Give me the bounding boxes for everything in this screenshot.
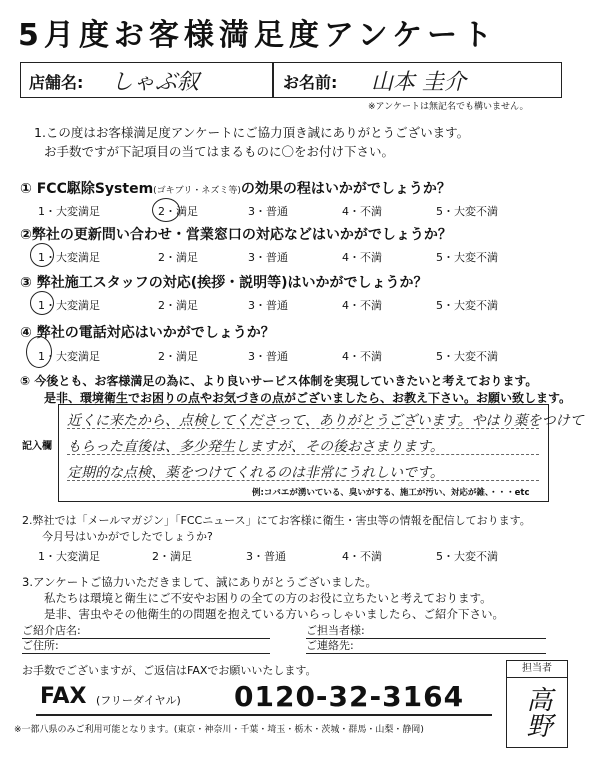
- name-label: お名前:: [283, 73, 338, 92]
- q1-selected-circle: [152, 198, 180, 222]
- store-value[interactable]: しゃぶ叙: [111, 70, 200, 95]
- referral-phone-label: ご連絡先:: [306, 639, 354, 652]
- page-title: 5月度お客様満足度アンケート: [18, 18, 498, 53]
- example-text: 例:コバエが湧いている、臭いがする、施工が汚い、対応が雑、・・・etc: [252, 488, 530, 498]
- q4-option-4[interactable]: 4・不満: [342, 350, 382, 363]
- question-3: ③ 弊社施工スタッフの対応(挨拶・説明等)はいかがでしょうか？: [20, 275, 428, 291]
- header-divider: [272, 63, 274, 97]
- q2-option-5[interactable]: 5・大変不満: [436, 251, 498, 264]
- comment-line-1: 近くに来たから、点検してくださって、ありがとうございます。やはり薬をつけて: [67, 413, 584, 429]
- q4-option-3[interactable]: 3・普通: [248, 350, 288, 363]
- header-box: [20, 62, 562, 98]
- q1-option-2[interactable]: 2・満足: [158, 205, 198, 218]
- q1-option-1[interactable]: 1・大変満足: [38, 205, 100, 218]
- comment-line-3: 定期的な点検、薬をつけてくれるのは非常にうれしいです。: [67, 465, 444, 481]
- q3-option-3[interactable]: 3・普通: [248, 299, 288, 312]
- q4-option-5[interactable]: 5・大変不満: [436, 350, 498, 363]
- memo-label: 記入欄: [22, 441, 52, 452]
- q1-option-5[interactable]: 5・大変不満: [436, 205, 498, 218]
- referral-phone-field[interactable]: [306, 637, 546, 654]
- anonymous-note: ※アンケートは無記名でも構いません。: [368, 102, 529, 112]
- area-note: ※一都八県のみご利用可能となります。(東京・神奈川・千葉・埼玉・栃木・茨城・群馬・山梨・静岡): [14, 725, 424, 735]
- q5-line2: 是非、環境衛生でお困りの点やお気づきの点がございましたら、お教え下さい。お願い致します。: [44, 391, 572, 405]
- s2-option-5[interactable]: 5・大変不満: [436, 550, 498, 563]
- q3-selected-circle: [30, 291, 54, 315]
- q3-option-4[interactable]: 4・不満: [342, 299, 382, 312]
- q5-line1: ⑤ 今後とも、お客様満足の為に、より良いサービス体制を実現していきたいと考えております。: [20, 374, 538, 388]
- fax-number[interactable]: 0120-32-3164: [234, 680, 465, 713]
- s2-option-3[interactable]: 3・普通: [246, 550, 286, 563]
- store-label: 店舗名:: [29, 73, 84, 92]
- question-4: ④ 弊社の電話対応はいかがでしょうか？: [20, 325, 275, 341]
- fax-label: FAX: [40, 684, 87, 709]
- section2-line1: 2.弊社では「メールマガジン」「FCCニュース」にてお客様に衛生・害虫等の情報を配信しております。: [22, 514, 531, 527]
- fax-sub: (フリーダイヤル): [96, 694, 181, 707]
- referral-address-label: ご住所:: [22, 639, 59, 652]
- question-1: [20, 178, 451, 198]
- section3-line1: 3.アンケートご協力いただきまして、誠にありがとうございました。: [22, 575, 378, 589]
- q3-option-5[interactable]: 5・大変不満: [436, 299, 498, 312]
- q1-option-4[interactable]: 4・不満: [342, 205, 382, 218]
- q3-option-1[interactable]: 1・大変満足: [38, 299, 100, 312]
- q4-selected-circle: [26, 336, 52, 368]
- question-1-tail: の効果の程はいかがでしょうか？: [240, 181, 451, 197]
- q3-option-2[interactable]: 2・満足: [158, 299, 198, 312]
- name-value[interactable]: 山本 圭介: [371, 70, 466, 95]
- question-1-text: ① FCC駆除System: [20, 181, 154, 197]
- comment-line-2: もらった直後は、多少発生しますが、その後おさまります。: [67, 439, 444, 455]
- section3-line2: 私たちは環境と衛生にご不安やお困りの全ての方のお役に立ちたいと考えております。: [44, 591, 492, 605]
- referral-store-label: ご紹介店名:: [22, 624, 81, 637]
- q2-option-1[interactable]: 1・大変満足: [38, 251, 100, 264]
- question-1-note: (ゴキブリ・ネズミ等): [153, 186, 241, 196]
- referral-address-field[interactable]: [22, 637, 270, 654]
- referral-contact-label: ご担当者様:: [306, 624, 365, 637]
- stamp-label: 担当者: [507, 661, 567, 678]
- question-2: ②弊社の更新問い合わせ・営業窓口の対応などはいかがでしょうか？: [20, 227, 452, 243]
- section3-line3: 是非、害虫やその他衛生的の問題を抱えている方いらっしゃいましたら、ご紹介下さい。: [44, 607, 504, 621]
- q2-option-3[interactable]: 3・普通: [248, 251, 288, 264]
- section2-line2: 今月号はいかがでしたでしょうか?: [42, 530, 213, 543]
- q1-option-3[interactable]: 3・普通: [248, 205, 288, 218]
- fax-line: [36, 680, 492, 716]
- staff-stamp: [506, 660, 568, 748]
- q4-option-2[interactable]: 2・満足: [158, 350, 198, 363]
- s2-option-1[interactable]: 1・大変満足: [38, 550, 100, 563]
- fax-notice: お手数でございますが、ご返信はFAXでお願いいたします。: [22, 664, 317, 677]
- s2-option-4[interactable]: 4・不満: [342, 550, 382, 563]
- intro-line2: お手数ですが下記項目の当てはまるものに〇をお付け下さい。: [44, 144, 395, 159]
- s2-option-2[interactable]: 2・満足: [152, 550, 192, 563]
- q2-selected-circle: [30, 243, 54, 267]
- q2-option-4[interactable]: 4・不満: [342, 251, 382, 264]
- q4-option-1[interactable]: 1・大変満足: [38, 350, 100, 363]
- intro-line1: 1.この度はお客様満足度アンケートにご協力頂き誠にありがとうございます。: [34, 125, 470, 140]
- stamp-value: 高野: [522, 686, 552, 738]
- q2-option-2[interactable]: 2・満足: [158, 251, 198, 264]
